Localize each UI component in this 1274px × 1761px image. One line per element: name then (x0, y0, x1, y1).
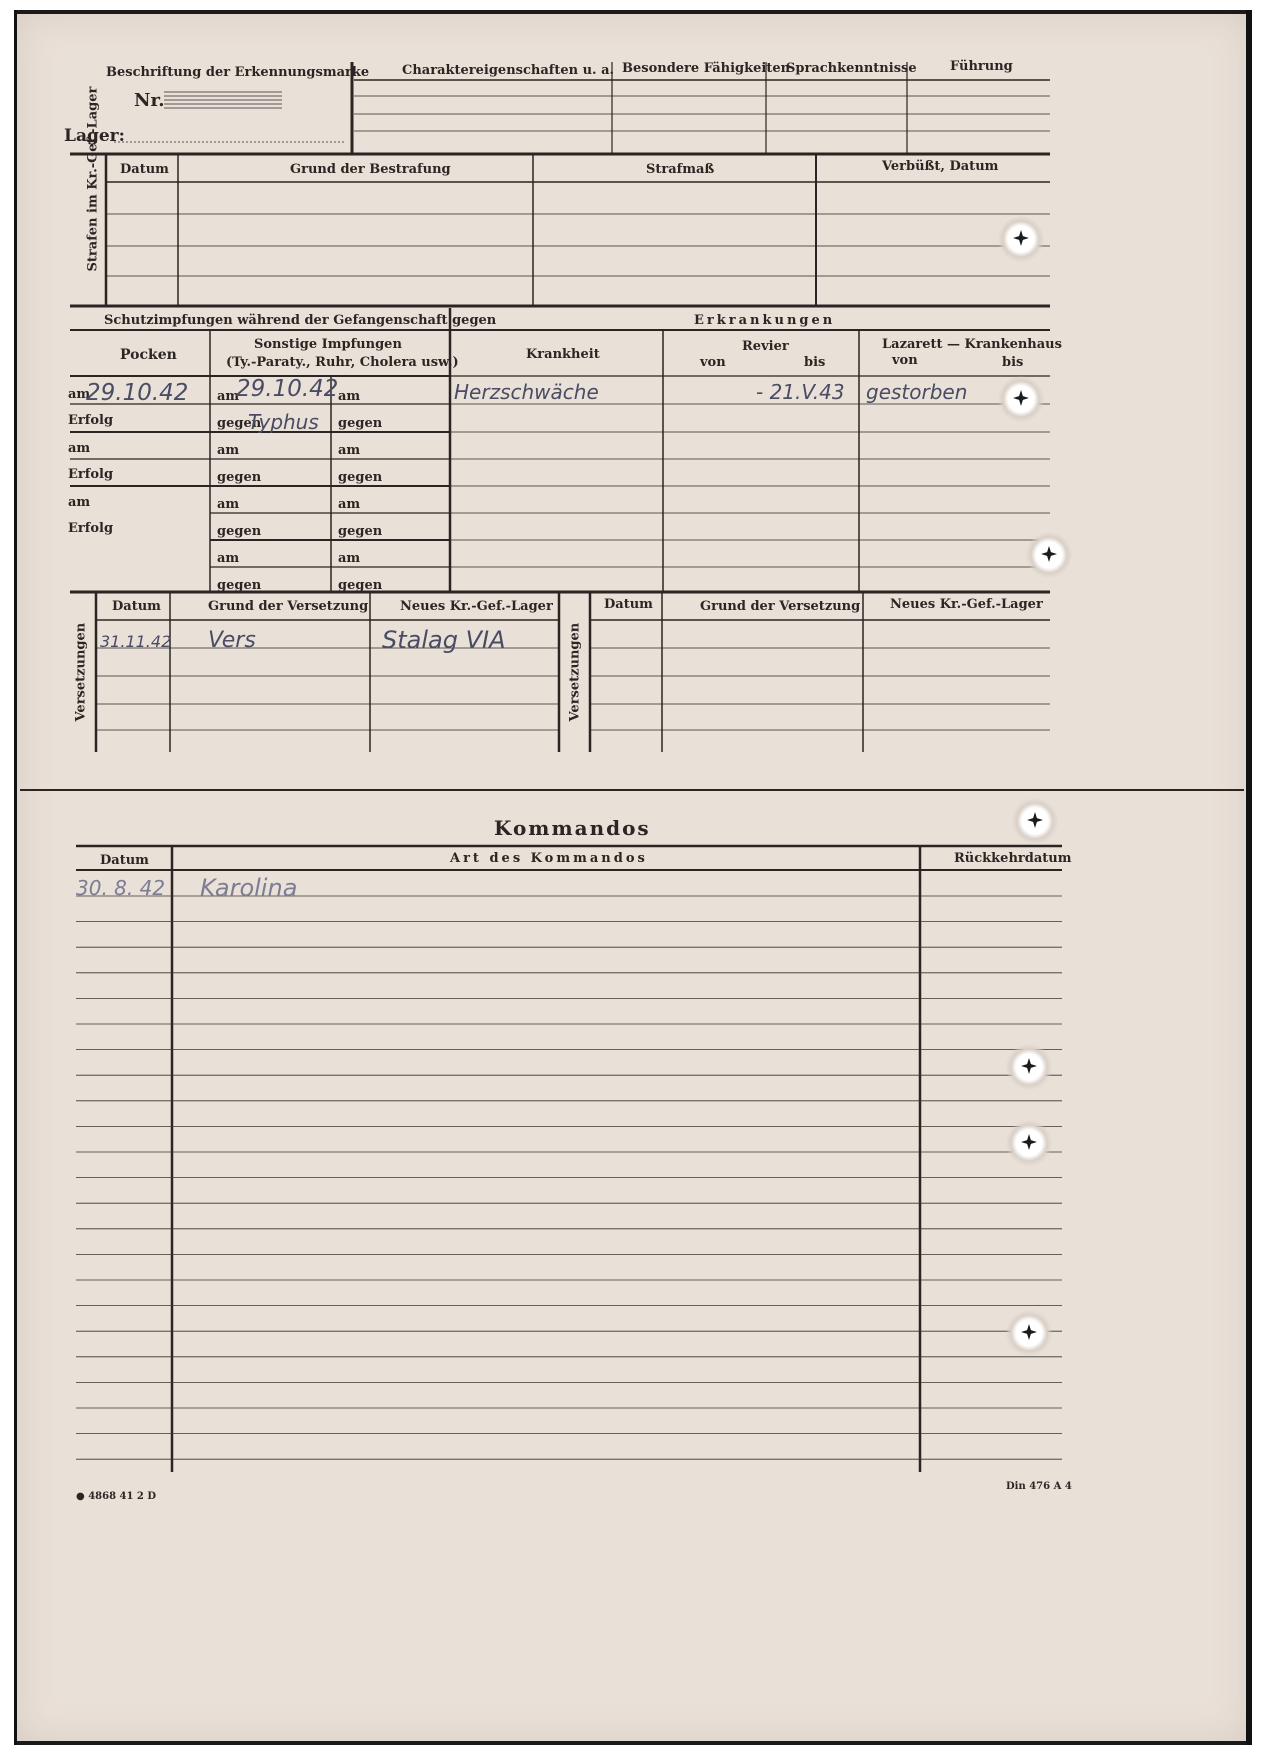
conduct-header: Führung (950, 59, 1013, 74)
punish-reason-header: Grund der Bestrafung (290, 162, 451, 177)
transfers-side-label-left: Versetzungen (73, 622, 89, 722)
vaccinations-title: Schutzimpfungen während der Gefangenschaft gegen (104, 313, 497, 328)
transfers-side-label-right: Versetzungen (567, 622, 583, 722)
punish-measure-header: Strafmaß (646, 162, 715, 177)
punch-hole-icon (1006, 1310, 1052, 1356)
pox-am-2: am (68, 441, 91, 456)
other2-gegen-2: gegen (338, 470, 383, 485)
hospital-entry: gestorben (866, 380, 968, 404)
sickbay-to-entry: - 21.V.43 (756, 380, 845, 404)
other2-gegen-1: gegen (338, 416, 383, 431)
hospital-header: Lazarett — Krankenhaus (882, 337, 1062, 352)
other2-am-1: am (338, 389, 361, 404)
print-code-text: 4868 41 2 D (88, 1491, 157, 1502)
punch-hole-icon (1006, 1120, 1052, 1166)
punch-hole-icon (1026, 532, 1072, 578)
languages-header: Sprachkenntnisse (786, 61, 917, 76)
abilities-header: Besondere Fähigkeiten (622, 61, 791, 76)
illness-header: Krankheit (526, 347, 600, 362)
pox-am-1: am (68, 387, 91, 402)
print-code (76, 1492, 156, 1502)
other-vacc-header-2: (Ty.-Paraty., Ruhr, Cholera usw.) (226, 355, 459, 370)
kommandos-title: Kommandos (494, 816, 651, 840)
other-gegen-4: gegen (217, 578, 262, 593)
pox-am-3: am (68, 495, 91, 510)
transfer-camp-entry: Stalag VIA (382, 626, 506, 654)
print-mark-icon: ● (76, 1491, 85, 1502)
other-am-1: am (217, 389, 240, 404)
transfer-camp-header-right: Neues Kr.-Gef.-Lager (890, 597, 1043, 612)
illness-entry: Herzschwäche (454, 380, 599, 404)
sickbay-header: Revier (742, 339, 789, 354)
hospital-to: bis (1002, 355, 1024, 370)
other2-am-3: am (338, 497, 361, 512)
illnesses-title: Erkrankungen (694, 313, 836, 328)
other-gegen-3: gegen (217, 524, 262, 539)
transfer-reason-header-right: Grund der Versetzung (700, 599, 861, 614)
din-format: Din 476 A 4 (1006, 1481, 1072, 1492)
transfer-camp-header-left: Neues Kr.-Gef.-Lager (400, 599, 553, 614)
transfer-reason-header-left: Grund der Versetzung (208, 599, 369, 614)
transfer-date-entry: 31.11.42 (100, 632, 172, 651)
kommando-date-entry: 30. 8. 42 (76, 876, 166, 900)
nr-label: Nr. (134, 90, 165, 111)
punish-date-header: Datum (120, 162, 169, 177)
record-card (14, 10, 1252, 1745)
other-am-3: am (217, 497, 240, 512)
other2-gegen-3: gegen (338, 524, 383, 539)
punch-hole-icon (1006, 1044, 1052, 1090)
other-vacc-header-1: Sonstige Impfungen (254, 337, 402, 352)
other-am-2: am (217, 443, 240, 458)
other-vacc-against-entry: Typhus (248, 410, 319, 434)
hospital-from: von (892, 353, 918, 368)
pox-header: Pocken (120, 347, 177, 363)
punish-served-header: Verbüßt, Datum (882, 159, 999, 174)
pox-date-entry: 29.10.42 (86, 380, 189, 406)
other-gegen-1: gegen (217, 416, 262, 431)
kommando-type-header: Art des Kommandos (450, 851, 648, 866)
character-header: Charaktereigenschaften u. a. (402, 63, 615, 78)
camp-label: Lager: (64, 126, 125, 146)
pox-erfolg-2: Erfolg (68, 467, 114, 482)
tag-label: Beschriftung der Erkennungsmarke (106, 65, 370, 80)
punch-hole-icon (998, 376, 1044, 422)
other2-gegen-4: gegen (338, 578, 383, 593)
other2-am-2: am (338, 443, 361, 458)
kommando-date-header: Datum (100, 853, 149, 868)
pox-erfolg-1: Erfolg (68, 413, 114, 428)
punch-hole-icon (1012, 798, 1058, 844)
punishments-side-label: Strafen im Kr.-Gef.-Lager (85, 86, 101, 272)
other2-am-4: am (338, 551, 361, 566)
transfer-date-header-left: Datum (112, 599, 161, 614)
kommando-return-header: Rückkehrdatum (954, 851, 1072, 866)
other-vacc-date-entry: 29.10.42 (236, 376, 339, 402)
pox-erfolg-3: Erfolg (68, 521, 114, 536)
transfer-reason-entry: Vers (208, 628, 256, 653)
kommando-type-entry: Karolina (200, 874, 298, 902)
punch-hole-icon (998, 216, 1044, 262)
other-am-4: am (217, 551, 240, 566)
other-gegen-2: gegen (217, 470, 262, 485)
sickbay-to: bis (804, 355, 826, 370)
sickbay-from: von (700, 355, 726, 370)
transfer-date-header-right: Datum (604, 597, 653, 612)
